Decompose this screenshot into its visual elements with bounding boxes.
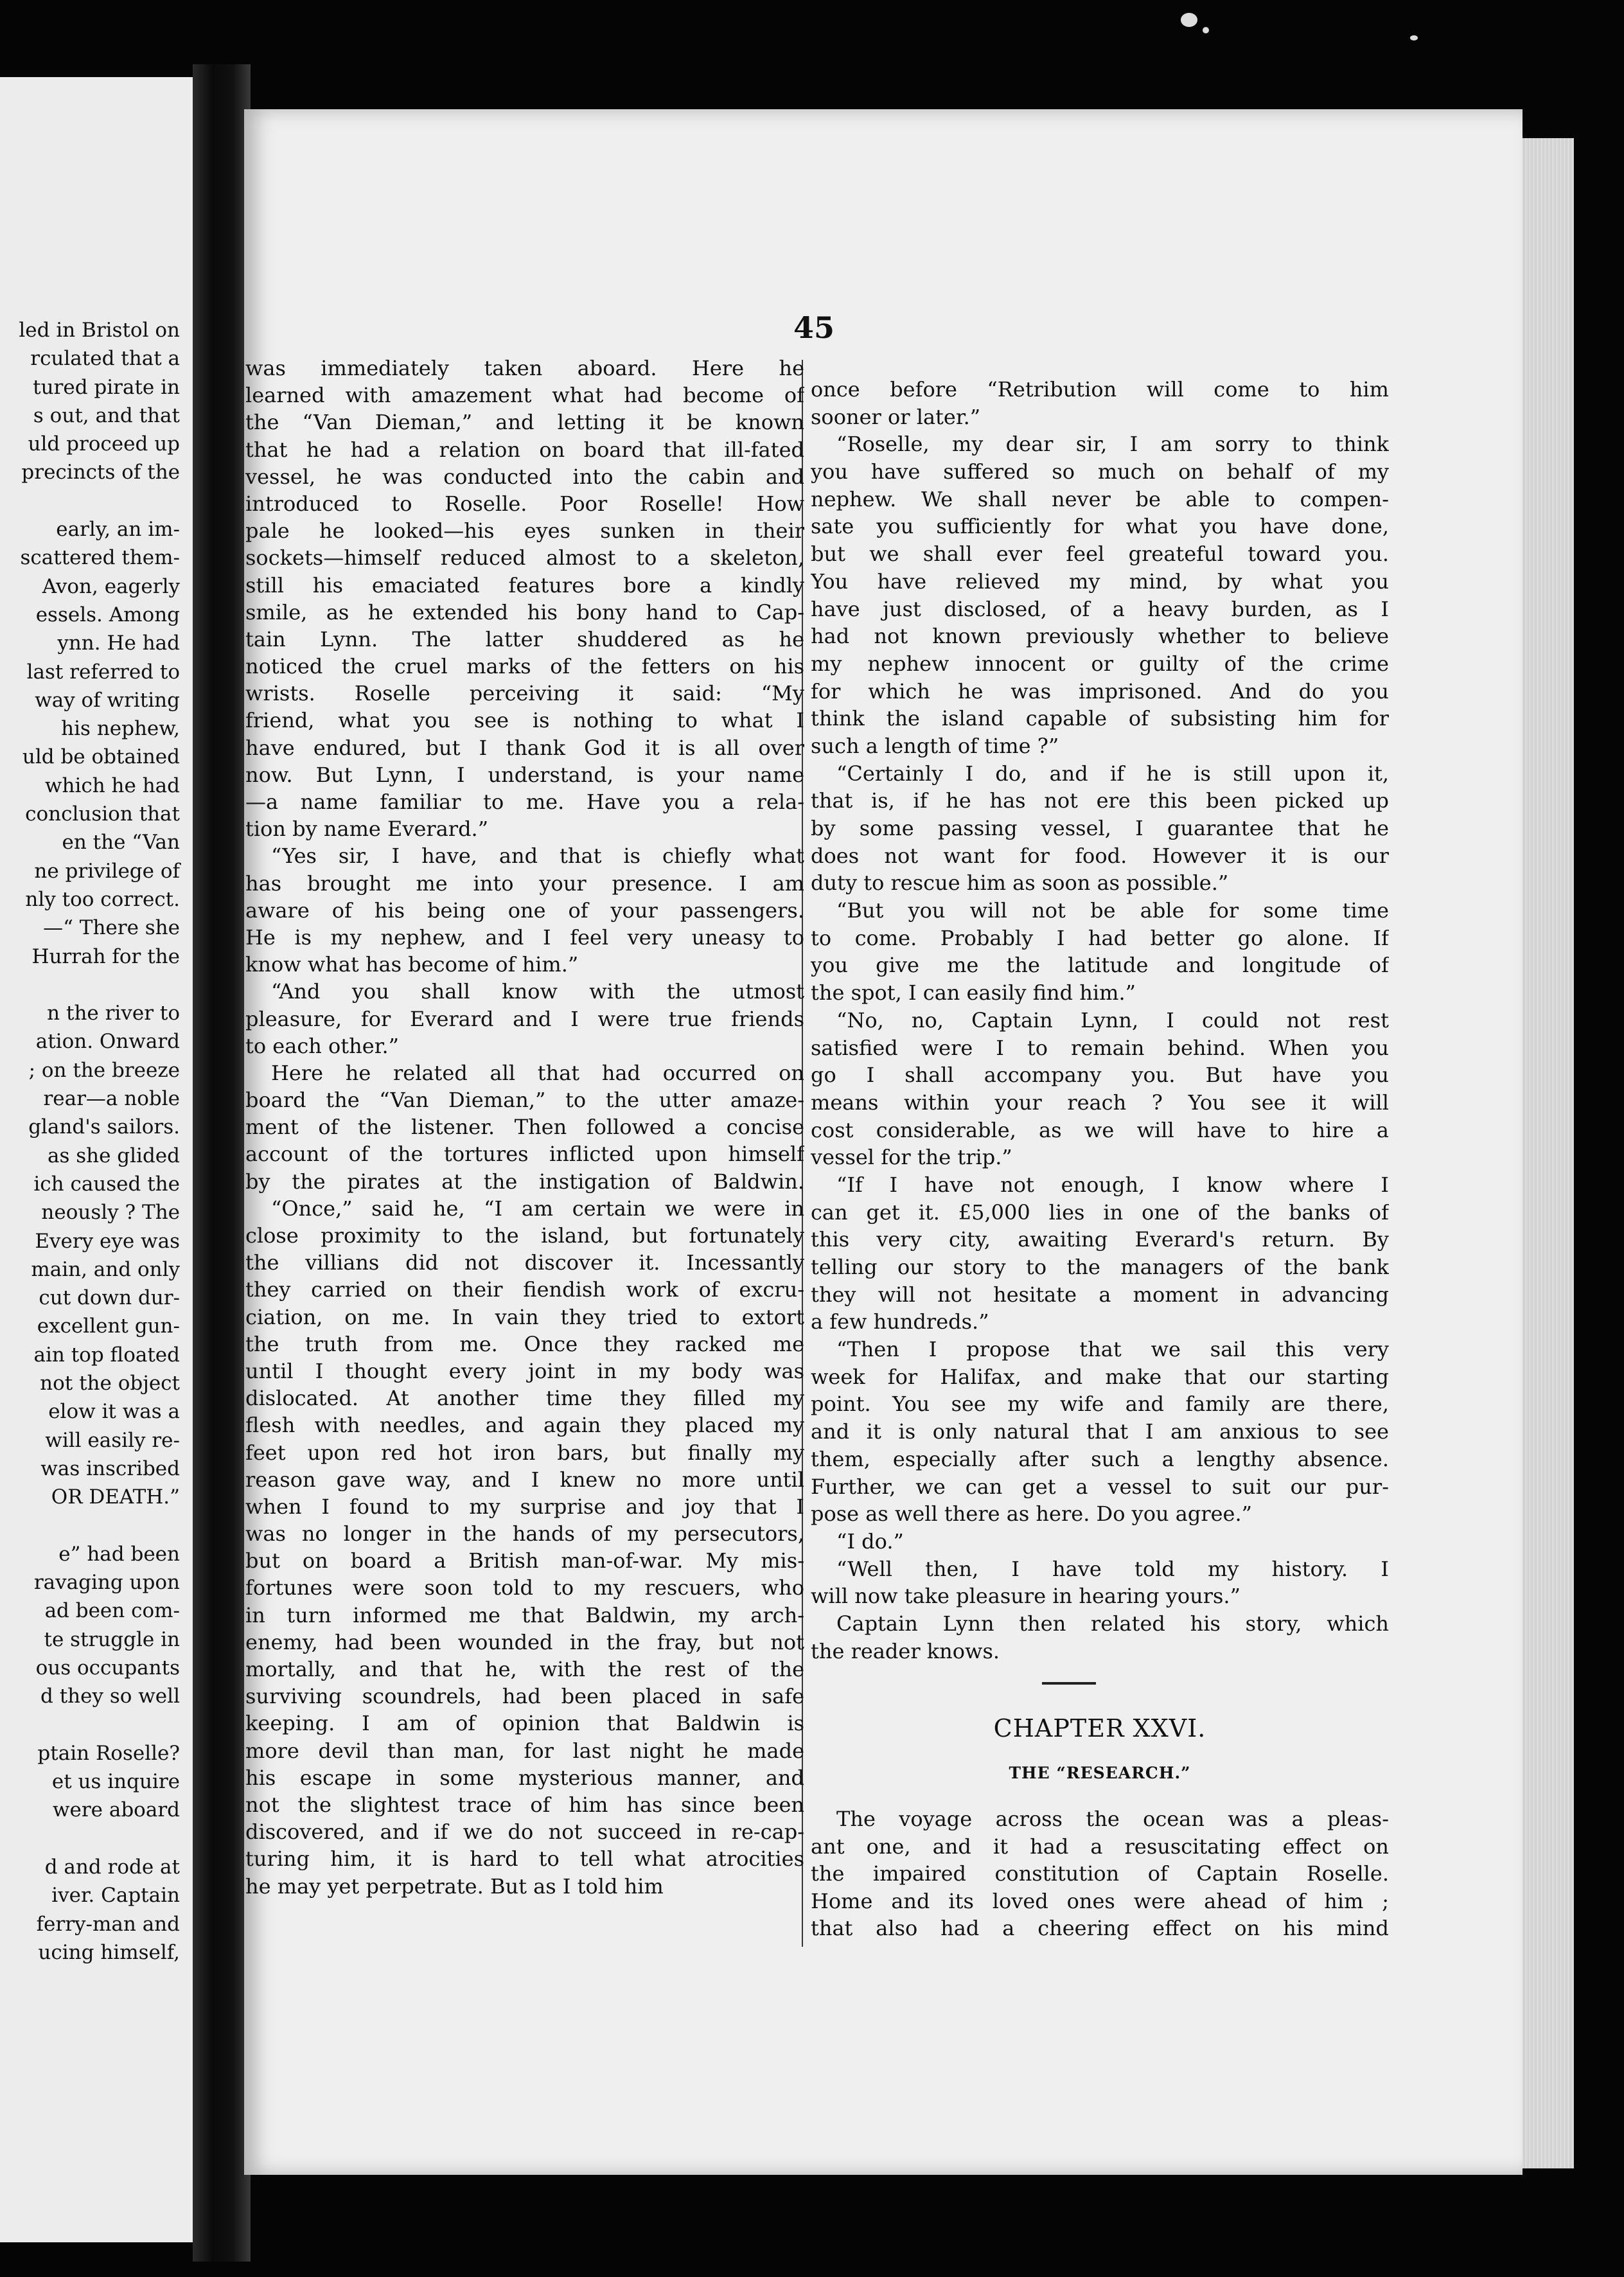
text-line: —a name familiar to me. Have you a rela- xyxy=(245,790,804,814)
text-line: Every eye was xyxy=(35,1229,180,1253)
text-line: uld proceed up xyxy=(28,432,180,456)
text-line: now. But Lynn, I understand, is your name xyxy=(245,762,804,787)
text-line: to come. Probably I had better go alone. If xyxy=(811,925,1389,950)
text-line: keeping. I am of opinion that Baldwin is xyxy=(245,1711,804,1736)
text-line: ne privilege of xyxy=(34,859,180,883)
text-line: friend, what you see is nothing to what I xyxy=(245,708,804,733)
text-line: He is my nephew, and I feel very uneasy to xyxy=(245,925,804,950)
text-line: more devil than man, for last night he made xyxy=(245,1738,804,1763)
text-line: has brought me into your presence. I am xyxy=(245,871,804,896)
text-line: flesh with needles, and again they placed my xyxy=(245,1413,804,1438)
text-line: turing him, it is hard to tell what atrocities xyxy=(245,1847,804,1872)
text-line: ucing himself, xyxy=(38,1940,180,1964)
text-line: rear—a noble xyxy=(43,1087,180,1111)
text-line: board the “Van Dieman,” to the utter amaze- xyxy=(245,1088,804,1113)
text-line: “Well then, I have told my history. I xyxy=(836,1556,1389,1581)
chapter-subheading: THE “RESEARCH.” xyxy=(1009,1764,1191,1782)
text-line: fortunes were soon told to my rescuers, who xyxy=(245,1575,804,1600)
text-line: ; on the breeze xyxy=(28,1058,180,1082)
text-line: d they so well xyxy=(40,1685,180,1708)
text-line: scattered them- xyxy=(20,546,180,570)
binding-gutter xyxy=(193,64,251,2262)
text-line: way of writing xyxy=(35,688,180,712)
facing-page-fragment xyxy=(0,77,193,2242)
text-line: nly too correct. xyxy=(25,887,180,911)
text-line: the truth from me. Once they racked me xyxy=(245,1331,804,1356)
page-number: 45 xyxy=(793,310,835,345)
text-line: ain top floated xyxy=(33,1343,180,1367)
text-line: go I shall accompany you. But have you xyxy=(811,1063,1389,1088)
text-line: can get it. £5,000 lies in one of the banks of xyxy=(811,1200,1389,1225)
text-line: but on board a British man-of-war. My mis- xyxy=(245,1548,804,1573)
chapter-divider xyxy=(1042,1682,1096,1685)
text-line: “Then I propose that we sail this very xyxy=(836,1337,1389,1362)
text-line: n the river to xyxy=(47,1002,180,1025)
text-line: you give me the latitude and longitude of xyxy=(811,953,1389,978)
text-line: but we shall ever feel greateful toward you. xyxy=(811,542,1389,567)
text-line: a few hundreds.” xyxy=(811,1309,989,1334)
text-line: ravaging upon xyxy=(33,1571,180,1595)
text-line xyxy=(0,1825,180,1853)
text-line: will easily re- xyxy=(45,1428,180,1452)
text-line: precincts of the xyxy=(21,461,180,484)
text-line: sooner or later.” xyxy=(811,404,981,429)
text-line: does not want for food. However it is our xyxy=(811,843,1389,868)
text-line: vessel for the trip.” xyxy=(811,1145,1012,1170)
text-line: You have relieved my mind, by what you xyxy=(811,569,1389,594)
text-line: have endured, but I thank God it is all over xyxy=(245,735,804,760)
text-line: the spot, I can easily find him.” xyxy=(811,980,1136,1006)
text-line: uld be obtained xyxy=(22,745,180,769)
text-line: my nephew innocent or guilty of the crime xyxy=(811,651,1389,676)
text-line: and it is only natural that I am anxious to see xyxy=(811,1419,1389,1444)
text-column-right xyxy=(811,376,1389,1665)
text-line: once before “Retribution will come to him xyxy=(811,377,1389,402)
text-line: led in Bristol on xyxy=(19,319,180,342)
text-line: ynn. He had xyxy=(57,632,180,655)
text-line: last referred to xyxy=(26,660,180,684)
text-line: sate you sufficiently for what you have done, xyxy=(811,514,1389,539)
text-line: main, and only xyxy=(31,1257,180,1281)
text-line: “No, no, Captain Lynn, I could not rest xyxy=(836,1007,1389,1032)
text-line: Further, we can get a vessel to suit our pur- xyxy=(811,1474,1389,1499)
text-line: point. You see my wife and family are there, xyxy=(811,1392,1389,1417)
text-line: still his emaciated features bore a kindly xyxy=(245,572,804,598)
text-line: have just disclosed, of a heavy burden, as I xyxy=(811,596,1389,621)
text-line: cut down dur- xyxy=(39,1286,180,1310)
text-line: know what has become of him.” xyxy=(245,952,579,977)
text-line: aware of his being one of your passengers. xyxy=(245,898,804,923)
text-line: et us inquire xyxy=(51,1770,180,1794)
text-line: satisfied were I to remain behind. When you xyxy=(811,1035,1389,1060)
text-line: Captain Lynn then related his story, which xyxy=(836,1611,1389,1636)
text-line: had not known previously whether to believe xyxy=(811,624,1389,649)
text-line xyxy=(0,1511,180,1539)
text-line: tion by name Everard.” xyxy=(245,817,489,842)
text-line: mortally, and that he, with the rest of the xyxy=(245,1657,804,1681)
text-line: ptain Roselle? xyxy=(37,1741,180,1765)
text-line: means within your reach ? You see it will xyxy=(811,1090,1389,1115)
text-line: e” had been xyxy=(58,1542,180,1566)
text-line: wrists. Roselle perceiving it said: “My xyxy=(245,681,804,706)
text-line: pleasure, for Everard and I were true friends xyxy=(245,1006,804,1031)
text-line: until I thought every joint in my body was xyxy=(245,1358,804,1383)
text-line: the “Van Dieman,” and letting it be known xyxy=(245,410,804,435)
text-line: the villians did not discover it. Incessantly xyxy=(245,1250,804,1275)
chapter-body xyxy=(811,1805,1389,1942)
text-line: excellent gun- xyxy=(37,1315,180,1338)
text-line: tured pirate in xyxy=(33,375,180,399)
text-line: was no longer in the hands of my persecutors, xyxy=(245,1521,804,1546)
text-line: not the slightest trace of him has since been xyxy=(245,1792,804,1817)
text-line: was immediately taken aboard. Here he xyxy=(245,356,804,380)
text-line: tain Lynn. The latter shuddered as he xyxy=(245,626,804,651)
text-line: s out, and that xyxy=(33,403,180,427)
text-line: ad been com- xyxy=(44,1599,180,1623)
text-line: telling our story to the managers of the bank xyxy=(811,1255,1389,1279)
facing-page-text xyxy=(0,316,180,1967)
text-line: as she glided xyxy=(47,1144,180,1167)
text-line: “But you will not be able for some time xyxy=(836,898,1389,923)
text-line: “And you shall know with the utmost xyxy=(271,979,804,1004)
text-line: think the island capable of subsisting him for xyxy=(811,706,1389,731)
text-line: you have suffered so much on behalf of my xyxy=(811,459,1389,484)
text-line: essels. Among xyxy=(35,603,180,626)
text-line: by some passing vessel, I guarantee that he xyxy=(811,816,1389,840)
text-line: were aboard xyxy=(52,1798,180,1822)
text-line: by the pirates at the instigation of Baldwin. xyxy=(245,1169,804,1194)
text-line: d and rode at xyxy=(44,1856,180,1879)
text-line: such a length of time ?” xyxy=(811,733,1059,758)
text-line: neously ? The xyxy=(41,1201,180,1225)
dust-speck xyxy=(1203,27,1209,33)
page-edges xyxy=(1522,138,1574,2168)
text-line: smile, as he extended his bony hand to Cap- xyxy=(245,599,804,625)
text-line: ant one, and it had a resuscitating effect on xyxy=(811,1834,1389,1859)
text-line: account of the tortures inflicted upon himself xyxy=(245,1142,804,1167)
text-line: ciation, on me. In vain they tried to extort xyxy=(245,1304,804,1329)
text-line: “Certainly I do, and if he is still upon it, xyxy=(836,761,1389,786)
text-line: he may yet perpetrate. But as I told him xyxy=(245,1874,664,1899)
text-line: they carried on their fiendish work of excru- xyxy=(245,1277,804,1302)
text-line: the reader knows. xyxy=(811,1638,1000,1663)
text-line: pale he looked—his eyes sunken in their xyxy=(245,518,804,544)
text-line: conclusion that xyxy=(25,802,180,826)
text-line: ich caused the xyxy=(33,1172,180,1196)
text-column-left xyxy=(245,355,804,1900)
text-line: that also had a cheering effect on his mind xyxy=(811,1916,1389,1940)
text-line: week for Halifax, and make that our starting xyxy=(811,1364,1389,1389)
text-line: they will not hesitate a moment in advancing xyxy=(811,1282,1389,1307)
text-line: discovered, and if we do not succeed in re-cap- xyxy=(245,1820,804,1845)
text-line: gland's sailors. xyxy=(28,1115,180,1139)
text-line: ous occupants xyxy=(35,1656,180,1679)
text-line: The voyage across the ocean was a pleas- xyxy=(836,1807,1389,1831)
text-line: sockets—himself reduced almost to a skeleton, xyxy=(245,545,804,571)
text-line: Hurrah for the xyxy=(31,944,180,968)
text-line: not the object xyxy=(40,1371,180,1395)
text-line: “If I have not enough, I know where I xyxy=(836,1172,1389,1197)
text-line: feet upon red hot iron bars, but finally my xyxy=(245,1440,804,1465)
text-line: —“ There she xyxy=(43,916,180,940)
text-line: that is, if he has not ere this been picked up xyxy=(811,788,1389,813)
text-line: for which he was imprisoned. And do you xyxy=(811,678,1389,704)
text-line: close proximity to the island, but fortunately xyxy=(245,1223,804,1248)
text-line: OR DEATH.” xyxy=(51,1485,180,1509)
text-line: when I found to my surprise and joy that I xyxy=(245,1494,804,1519)
text-line: introduced to Roselle. Poor Roselle! How xyxy=(245,491,804,516)
text-line: “Roselle, my dear sir, I am sorry to think xyxy=(836,432,1389,457)
text-line: rculated that a xyxy=(30,347,180,371)
text-line xyxy=(0,971,180,999)
text-line: Avon, eagerly xyxy=(42,574,180,598)
text-line: the impaired constitution of Captain Roselle. xyxy=(811,1861,1389,1886)
text-line: dislocated. At another time they filled my xyxy=(245,1386,804,1411)
text-line: his nephew, xyxy=(61,717,180,741)
text-line: learned with amazement what had become of xyxy=(245,383,804,408)
chapter-heading: CHAPTER XXVI. xyxy=(993,1714,1206,1742)
text-line: reason gave way, and I knew no more until xyxy=(245,1467,804,1492)
text-line: this very city, awaiting Everard's return. By xyxy=(811,1227,1389,1252)
text-line: “I do.” xyxy=(836,1528,904,1554)
text-line: duty to rescue him as soon as possible.” xyxy=(811,871,1229,896)
text-line: early, an im- xyxy=(56,518,180,542)
text-line: that he had a relation on board that ill-fated xyxy=(245,437,804,462)
text-line: elow it was a xyxy=(48,1400,180,1424)
text-line: vessel, he was conducted into the cabin and xyxy=(245,464,804,489)
text-line: cost considerable, as we will have to hire a xyxy=(811,1117,1389,1142)
text-line: ferry-man and xyxy=(36,1912,180,1936)
text-line: them, especially after such a lengthy absence. xyxy=(811,1446,1389,1471)
text-line: to each other.” xyxy=(245,1033,399,1058)
dust-speck xyxy=(1410,35,1418,40)
text-line xyxy=(0,1711,180,1739)
text-line xyxy=(0,487,180,515)
text-line: ation. Onward xyxy=(35,1030,180,1054)
text-line: en the “Van xyxy=(62,831,180,855)
text-line: which he had xyxy=(44,774,180,797)
text-line: iver. Captain xyxy=(51,1884,180,1908)
text-line: in turn informed me that Baldwin, my arch- xyxy=(245,1602,804,1627)
text-line: was inscribed xyxy=(40,1457,180,1480)
text-line: nephew. We shall never be able to compen- xyxy=(811,486,1389,511)
text-line: will now take pleasure in hearing yours.” xyxy=(811,1584,1240,1609)
text-line: te struggle in xyxy=(44,1627,180,1651)
text-line: ment of the listener. Then followed a concise xyxy=(245,1115,804,1140)
text-line: “Once,” said he, “I am certain we were in xyxy=(271,1196,804,1221)
text-line: enemy, had been wounded in the fray, but not xyxy=(245,1629,804,1654)
text-line: his escape in some mysterious manner, and xyxy=(245,1765,804,1790)
text-line: pose as well there as here. Do you agree.” xyxy=(811,1502,1253,1527)
text-line: surviving scoundrels, had been placed in safe xyxy=(245,1684,804,1709)
text-line: Home and its loved ones were ahead of him ; xyxy=(811,1888,1389,1913)
dust-speck xyxy=(1181,13,1197,27)
text-line: “Yes sir, I have, and that is chiefly what xyxy=(271,844,804,869)
text-line: Here he related all that had occurred on xyxy=(271,1060,804,1085)
text-line: noticed the cruel marks of the fetters on his xyxy=(245,654,804,679)
